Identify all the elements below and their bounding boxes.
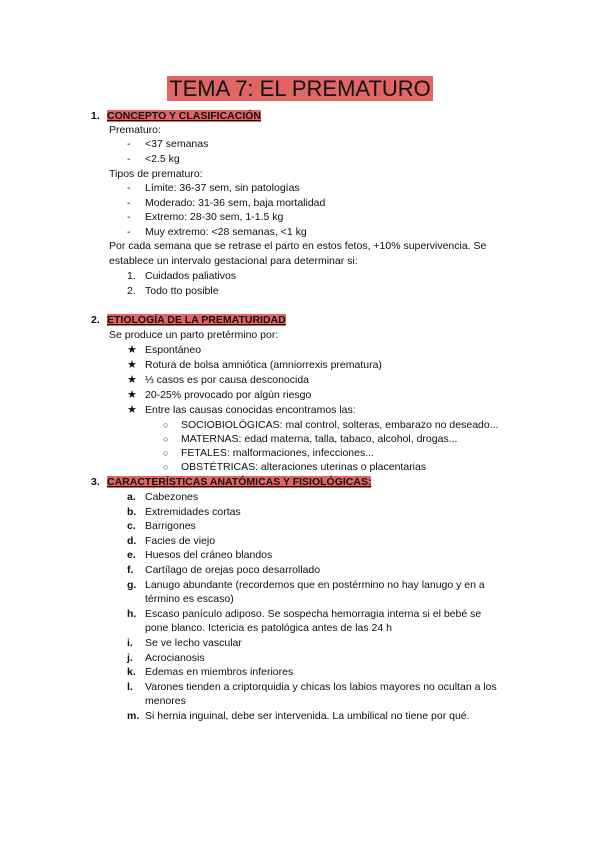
- characteristic-item: Cartílago de orejas poco desarrollado: [145, 564, 321, 576]
- characteristic-item: Extremidades cortas: [145, 506, 241, 518]
- characteristic-item: Escaso panículo adiposo. Se sospecha hemorragia interna si el bebé se: [145, 608, 482, 620]
- paragraph-line: establece un intervalo gestacional para determinar si:: [109, 255, 358, 267]
- section-3-number: 3.: [91, 476, 100, 488]
- characteristic-item-continuation: pone blanco. Ictericia es patológica antes de las 24 h: [145, 622, 392, 634]
- numbered-item: Todo tto posible: [145, 285, 219, 297]
- item-letter: f.: [127, 564, 134, 576]
- document-title: TEMA 7: EL PREMATURO: [169, 76, 431, 101]
- characteristic-item: Lanugo abundante (recordemos que en postérmino no hay lanugo y en a: [145, 579, 485, 591]
- cause-item: ⅓ casos es por causa desconocida: [145, 374, 310, 386]
- item-letter: b.: [127, 506, 137, 518]
- characteristic-item-continuation: menores: [145, 695, 186, 707]
- section-3-heading: [91, 475, 371, 489]
- tipo-item: Muy extremo: <28 semanas, <1 kg: [145, 226, 307, 238]
- document-title-wrap: [0, 76, 600, 102]
- prematuro-item: <2.5 kg: [145, 153, 180, 165]
- cause-item: 20-25% provocado por algún riesgo: [145, 389, 312, 401]
- item-letter: a.: [127, 491, 136, 503]
- prematuro-item: <37 semanas: [145, 138, 209, 150]
- characteristic-item: Huesos del cráneo blandos: [145, 549, 273, 561]
- characteristic-item: Se ve lecho vascular: [145, 637, 242, 649]
- cause-item: Entre las causas conocidas encontramos las:: [145, 404, 356, 416]
- star-bullet-icon: ★: [127, 389, 137, 401]
- numbered-item: Cuidados paliativos: [145, 270, 237, 282]
- section-1-number: 1.: [91, 110, 100, 122]
- item-letter: d.: [127, 535, 137, 547]
- item-letter: m.: [127, 710, 140, 722]
- dash-bullet: -: [127, 153, 131, 165]
- circle-bullet-icon: ○: [163, 434, 169, 444]
- paragraph-line: Por cada semana que se retrase el parto en estos fetos, +10% supervivencia. Se: [109, 240, 487, 252]
- item-letter: i.: [127, 637, 133, 649]
- characteristic-item: Varones tienden a criptorquidia y chicas los labios mayores no ocultan a los: [145, 681, 497, 693]
- characteristic-item: Si hernia inguinal, debe ser intervenida. La umbilical no tiene por qué.: [145, 710, 470, 722]
- item-letter: c.: [127, 520, 136, 532]
- tipo-item: Límite: 36-37 sem, sin patologías: [145, 182, 300, 194]
- known-cause-item: OBSTÉTRICAS: alteraciones uterinas o placentarias: [181, 461, 427, 473]
- dash-bullet: -: [127, 138, 131, 150]
- section-2-intro: Se produce un parto pretérmino por:: [109, 329, 279, 341]
- star-bullet-icon: ★: [127, 374, 137, 386]
- star-bullet-icon: ★: [127, 404, 137, 416]
- characteristic-item: Edemas en miembros inferiores: [145, 666, 294, 678]
- prematuro-label: Prematuro:: [109, 124, 161, 136]
- section-2-heading: [91, 313, 286, 327]
- tipos-label: Tipos de prematuro:: [109, 168, 203, 180]
- tipo-item: Moderado: 31-36 sem, baja mortalidad: [145, 197, 326, 209]
- circle-bullet-icon: ○: [163, 462, 169, 472]
- dash-bullet: -: [127, 226, 131, 238]
- numbered-item-number: 2.: [127, 285, 136, 297]
- section-2-number: 2.: [91, 314, 100, 326]
- dash-bullet: -: [127, 182, 131, 194]
- characteristic-item: Facies de viejo: [145, 535, 216, 547]
- item-letter: g.: [127, 579, 137, 591]
- star-bullet-icon: ★: [127, 344, 137, 356]
- item-letter: e.: [127, 549, 136, 561]
- section-3-title: CARACTERÍSTICAS ANATÓMICAS Y FISIOLÓGICAS:: [107, 476, 372, 488]
- characteristic-item: Cabezones: [145, 491, 199, 503]
- section-1-title: CONCEPTO Y CLASIFICACIÓN: [107, 110, 262, 122]
- circle-bullet-icon: ○: [163, 448, 169, 458]
- numbered-item-number: 1.: [127, 270, 136, 282]
- cause-item: Rotura de bolsa amniótica (amniorrexis prematura): [145, 359, 382, 371]
- item-letter: h.: [127, 608, 137, 620]
- section-1-heading: [91, 109, 261, 123]
- section-2-title: ETIOLOGÍA DE LA PREMATURIDAD: [107, 314, 286, 326]
- item-letter: l.: [127, 681, 133, 693]
- characteristic-item: Barrigones: [145, 520, 196, 532]
- dash-bullet: -: [127, 211, 131, 223]
- tipo-item: Extremo: 28-30 sem, 1-1.5 kg: [145, 211, 284, 223]
- circle-bullet-icon: ○: [163, 420, 169, 430]
- characteristic-item-continuation: término es escaso): [145, 593, 234, 605]
- known-cause-item: FETALES: malformaciones, infecciones...: [181, 447, 374, 459]
- known-cause-item: MATERNAS: edad materna, talla, tabaco, alcohol, drogas...: [181, 433, 458, 445]
- cause-item: Espontáneo: [145, 344, 202, 356]
- item-letter: k.: [127, 666, 136, 678]
- dash-bullet: -: [127, 197, 131, 209]
- item-letter: j.: [127, 652, 133, 664]
- star-bullet-icon: ★: [127, 359, 137, 371]
- characteristic-item: Acrocianosis: [145, 652, 205, 664]
- known-cause-item: SOCIOBIOLÓGICAS: mal control, solteras, embarazo no deseado...: [181, 419, 499, 431]
